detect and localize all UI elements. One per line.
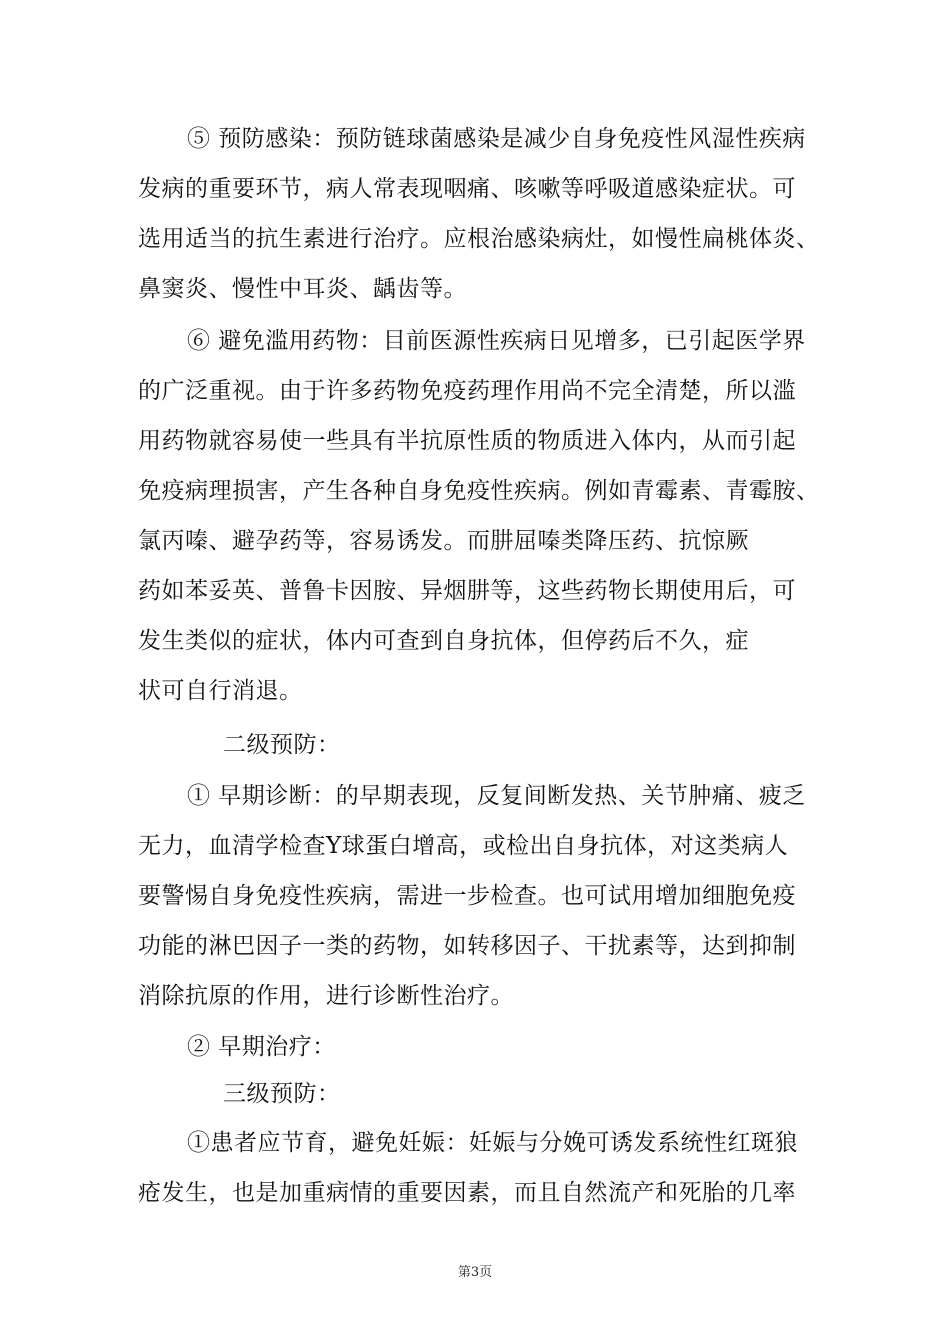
paragraph-early-treatment: ② 早期治疗： xyxy=(187,1034,336,1060)
paragraph-6-line-1: ⑥ 避免滥用药物：目前医源性疾病日见增多，已引起医学界 xyxy=(187,328,806,354)
heading-tertiary-prevention: 三级预防： xyxy=(223,1081,341,1107)
paragraph-6-line-6: 药如苯妥英、普鲁卡因胺、异烟肼等，这些药物长期使用后，可 xyxy=(138,578,796,604)
paragraph-early-diagnosis-line-2: 无力，血清学检查Υ球蛋白增高，或检出自身抗体，对这类病人 xyxy=(138,833,789,859)
paragraph-6-line-5: 氯丙嗪、避孕药等，容易诱发。而肼屈嗪类降压药、抗惊厥 xyxy=(138,528,749,554)
heading-secondary-prevention: 二级预防： xyxy=(223,732,341,758)
paragraph-early-diagnosis-line-4: 功能的淋巴因子一类的药物，如转移因子、干扰素等，达到抑制 xyxy=(138,933,796,959)
paragraph-early-diagnosis-line-1: ① 早期诊断：的早期表现，反复间断发热、关节肿痛、疲乏 xyxy=(187,783,806,809)
paragraph-6-line-8: 状可自行消退。 xyxy=(138,678,303,704)
paragraph-5-line-1: ⑤ 预防感染：预防链球菌感染是减少自身免疫性风湿性疾病 xyxy=(187,126,806,152)
paragraph-pregnancy-line-1: ①患者应节育，避免妊娠：妊娠与分娩可诱发系统性红斑狼 xyxy=(187,1130,798,1156)
paragraph-early-diagnosis-line-3: 要警惕自身免疫性疾病，需进一步检查。也可试用增加细胞免疫 xyxy=(138,883,796,909)
paragraph-pregnancy-line-2: 疮发生，也是加重病情的重要因素，而且自然流产和死胎的几率 xyxy=(138,1180,796,1206)
paragraph-5-line-2: 发病的重要环节，病人常表现咽痛、咳嗽等呼吸道感染症状。可 xyxy=(138,176,796,202)
paragraph-5-line-4: 鼻窦炎、慢性中耳炎、龋齿等。 xyxy=(138,276,467,302)
page-number: 第3页 xyxy=(457,1265,493,1280)
paragraph-5-line-3: 选用适当的抗生素进行治疗。应根治感染病灶，如慢性扁桃体炎、 xyxy=(138,226,820,252)
paragraph-6-line-7: 发生类似的症状，体内可查到自身抗体，但停药后不久，症 xyxy=(138,628,749,654)
paragraph-6-line-2: 的广泛重视。由于许多药物免疫药理作用尚不完全清楚，所以滥 xyxy=(138,378,796,404)
paragraph-6-line-3: 用药物就容易使一些具有半抗原性质的物质进入体内，从而引起 xyxy=(138,428,796,454)
paragraph-6-line-4: 免疫病理损害，产生各种自身免疫性疾病。例如青霉素、青霉胺、 xyxy=(138,478,820,504)
paragraph-early-diagnosis-line-5: 消除抗原的作用，进行诊断性治疗。 xyxy=(138,983,514,1009)
